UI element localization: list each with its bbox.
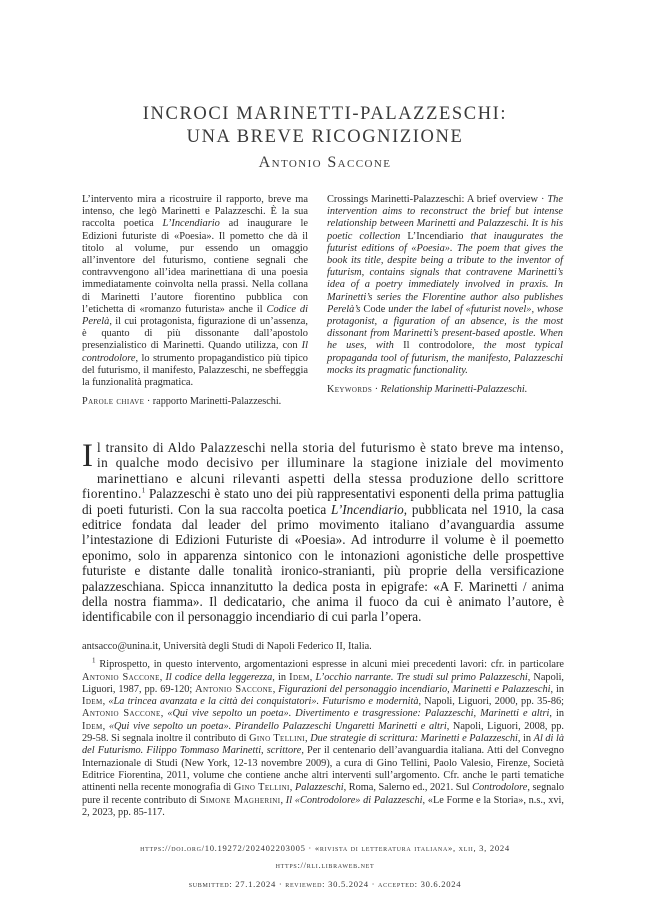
article-title-line-2: UNA BREVE RICOGNIZIONE bbox=[186, 127, 464, 147]
journal-website-link[interactable]: https://rli.libraweb.net bbox=[275, 860, 375, 870]
footnote-1: $^1$ Riprospetto, in questo intervento, argomentazioni espresse in alcuni miei precedenti lavori: cfr. in particolare Antonio Saccone, Il codice della leggerezza, in Idem, L’occhio narrante. Tre studi sul primo Palazzeschi, Napoli, Liguori, 1987, pp. 69-120; Antonio Saccone, Figurazioni del personaggio incendiario, Marinetti e Palazzeschi, in Idem, «La trincea avanzata e la città dei conquistatori». Futurismo e modernità, Napoli, Liguori, 2000, pp. 35-86; Antonio Saccone, «Qui vive sepolto un poeta». Divertimento e trasgressione: Palazzeschi, Marinetti e altri, in Idem, «Qui vive sepolto un poeta». Pirandello Palazzeschi Ungaretti Marinetti e altri, Napoli, Liguori, 2008, pp. 29-58. Si segnala inoltre il contributo di Gino Tellini, Due strategie di scrittura: Marinetti e Palazzeschi, in Al di là del Futurismo. Filippo Tommaso Marinetti, scrittore, Per il centenario dell’avanguardia italiana. Atti del Convegno Internazionale di Studi (New York, 12-13 novembre 2009), a cura di Gino Tellini, Paolo Valesio, Firenze, Società Editrice Fiorentina, 2011, volume che contiene anche altri interventi sull’argomento. Cfr. anche le parti tematiche attinenti nella recente monografia di Gino Tellini, Palazzeschi, Roma, Salerno ed., 2021. Sul Controdolore, segnalo pure il recente contributo di Simone Magherini, Il «Controdolore» di Palazzeschi, «Le Forme e la Storia», n.s., xvi, 2, 2023, pp. 85-117. bbox=[82, 656, 565, 818]
keywords-label: Keywords bbox=[327, 384, 373, 396]
footnotes bbox=[82, 641, 564, 819]
keywords-label: Parole chiave bbox=[82, 396, 145, 408]
drop-cap: I bbox=[82, 438, 93, 474]
author-affiliation: antsacco@unina.it, Università degli Studi di Napoli Federico II, Italia. bbox=[82, 641, 372, 652]
doi-journal-line[interactable]: https://doi.org/10.19272/202402203005 · «rivista di letteratura italiana», xlii, 3, 2024 bbox=[140, 843, 510, 853]
abstract-english bbox=[327, 194, 563, 396]
article-title-line-1: INCROCI MARINETTI-PALAZZESCHI: bbox=[142, 104, 508, 124]
submission-dates: submitted: 27.1.2024 · reviewed: 30.5.2024 · accepted: 30.6.2024 bbox=[188, 879, 462, 889]
author-name: Antonio Saccone bbox=[258, 154, 392, 171]
body-paragraph: Il transito di Aldo Palazzeschi nella storia del futurismo è stato breve ma intenso, in qualche modo decisivo per illuminare la stagione iniziale del movimento marinettiano e alcuni rilevanti aspetti della stessa produzione dello scrittore fiorentino.$^1$ Palazzeschi è stato uno dei più rappresentativi esponenti della prima pattuglia di poeti futuristi. Con la sua raccolta poetica L’Incendiario, pubblicata nel 1910, la casa editrice fondata dal leader del primo movimento italiano d’avanguardia assume l’intestazione di Edizioni Futuriste di «Poesia». Ad introdurre il volume è il poemetto eponimo, solo in apparenza sintonico con le intonazioni agonistiche delle prospettive futuriste e distante dalle tonalità ironico-stranianti, più proprie della versificazione palazzeschiana. Spicca innanzitutto la dedica posta in epigrafe: «A F. Marinetti / anima della nostra fiamma». Il dedicatario, che anima il fuoco da cui è animato l’autore, è identificabile con il personaggio incendiario di cui parla l’opera. bbox=[82, 438, 565, 625]
abstract-italian-text: L’intervento mira a ricostruire il rapporto, breve ma intenso, che legò Marinetti e Palazzeschi. È la sua raccolta poetica L’Incendiario ad inaugurare le Edizioni futuriste di «Poesia». Il pometto che dà il titolo al volume, pur essendo un omaggio all’inventore del futurismo, contiene segnali che contravvengono all’idea marinettiana di una poesia immediatamente coinvolta nella prassi. Nella collana di Marinetti l’autore fiorentino pubblica con l’etichetta di «romanzo futurista» anche il Codice di Perelà, il cui protagonista, figurazione di un’assenza, è quanto di più dissonante dall’apostolo presenzialistico di Marinetti. Quando utilizza, con Il controdolore, lo strumento propagandistico più tipico del futurismo, il manifesto, Palazzeschi, ne sbeffeggia la funzionalità pragmatica. bbox=[82, 194, 308, 389]
footnote-reference[interactable]: 1 bbox=[141, 486, 146, 495]
keywords-english: Keywords · Relationship Marinetti-Palazzeschi. bbox=[327, 384, 528, 396]
footnote-number: 1 bbox=[92, 656, 96, 665]
abstract-english-text: Crossings Marinetti-Palazzeschi: A brief overview · The intervention aims to reconstruct the brief but intense relationship between Marinetti and Palazzeschi. It is his poetic collection L’Incendiario that inaugurates the futurist editions of «Poesia». The poem that gives the book its title, despite being a tribute to the inventor of futurism, contains signals that contravene Marinetti’s idea of a poetry immediately involved in praxis. In Marinetti’s series the Florentine author also publishes Perelà’s Code under the label of «futurist novel», whose protagonist, a figuration of an absence, is the most dissonant from Marinetti’s present-based apostle. When he uses, with Il controdolore, the most typical propaganda tool of futurism, the manifesto, Palazzeschi mocks its pragmatic functionality. bbox=[327, 194, 563, 376]
keywords-italian: Parole chiave · rapporto Marinetti-Palazzeschi. bbox=[82, 396, 282, 408]
abstract-italian bbox=[82, 194, 308, 408]
abstract-english-heading: Crossings Marinetti-Palazzeschi: A brief overview · bbox=[327, 194, 548, 205]
